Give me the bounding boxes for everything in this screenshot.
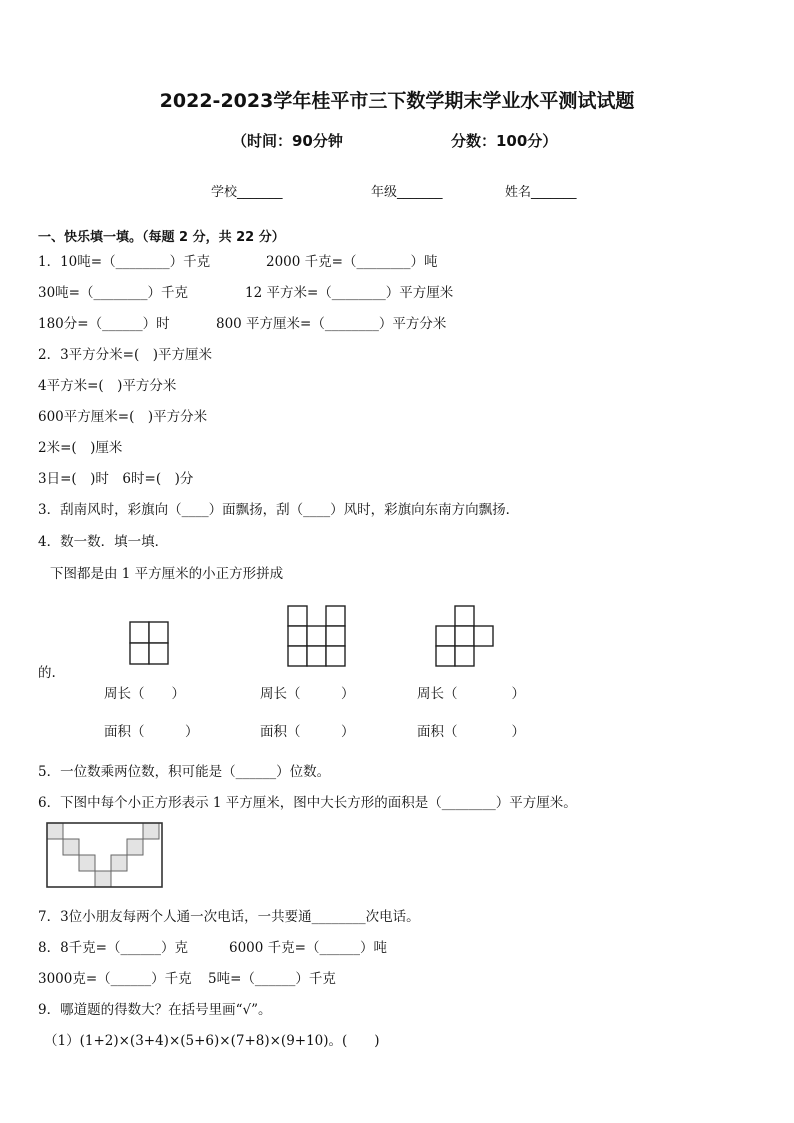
section-heading: 一、快乐填一填。（每题 2 分，共 22 分） (38, 230, 285, 245)
perimeter-blank-2: 周长（ ） (260, 686, 355, 702)
q2-item: 2．3平方分米=( )平方厘米 (38, 347, 213, 363)
q1-item: 800 平方厘米=（________）平方分米 (216, 316, 447, 332)
q4-intro-tail: 的. (38, 665, 56, 681)
q8-item: 6000 千克=（______）吨 (229, 940, 387, 956)
time-limit: （时间：90分钟 (232, 132, 343, 150)
area-blank-2: 面积（ ） (260, 724, 355, 740)
school-field: 学校_______ (211, 185, 283, 200)
q8-item: 5吨=（______）千克 (208, 971, 336, 987)
figure-rectangle-grid (44, 820, 166, 890)
figure-shape-b (286, 604, 350, 670)
q2-item: 4平方米=( )平方分米 (38, 378, 177, 394)
q8-item: 8．8千克=（______）克 (38, 940, 188, 956)
q5-text: 5．一位数乘两位数，积可能是（______）位数。 (38, 764, 331, 780)
area-blank-3: 面积（ ） (417, 724, 525, 740)
q1-item: 30吨=（________）千克 (38, 285, 188, 301)
q2-item: 2米=( )厘米 (38, 440, 123, 456)
q7-text: 7．3位小朋友每两个人通一次电话，一共要通________次电话。 (38, 909, 420, 925)
q3-text: 3．刮南风时，彩旗向（____）面飘扬，刮（____）风时，彩旗向东南方向飘扬． (38, 502, 520, 518)
q1-item: 1．10吨=（________）千克 (38, 254, 211, 270)
q1-item: 2000 千克=（________）吨 (266, 254, 438, 270)
grade-field: 年级_______ (371, 185, 443, 200)
q6-text: 6．下图中每个小正方形表示 1 平方厘米，图中大长方形的面积是（________）平方厘米。 (38, 795, 577, 811)
total-score: 分数：100分） (451, 132, 558, 150)
page-title: 2022-2023学年桂平市三下数学期末学业水平测试试题 (159, 90, 635, 112)
name-field: 姓名_______ (505, 185, 577, 200)
q2-item: 600平方厘米=( )平方分米 (38, 409, 208, 425)
figure-square-2x2 (128, 620, 172, 668)
area-blank-1: 面积（ ） (104, 724, 199, 740)
q8-item: 3000克=（______）千克 (38, 971, 192, 987)
q4-stem: 4．数一数．填一填． (38, 534, 169, 550)
q9-item-1: （1）(1+2)×(3+4)×(5+6)×(7+8)×(9+10)。( ) (44, 1033, 380, 1049)
perimeter-blank-1: 周长（ ） (104, 686, 185, 702)
q1-item: 12 平方米=（________）平方厘米 (245, 285, 454, 301)
q2-item: 3日=( )时 6时=( )分 (38, 471, 194, 487)
q9-stem: 9．哪道题的得数大？在括号里画“√”。 (38, 1002, 272, 1018)
q1-item: 180分=（______）时 (38, 316, 170, 332)
figure-shape-c (434, 604, 496, 670)
perimeter-blank-3: 周长（ ） (417, 686, 525, 702)
q4-intro: 下图都是由 1 平方厘米的小正方形拼成 (50, 566, 284, 582)
